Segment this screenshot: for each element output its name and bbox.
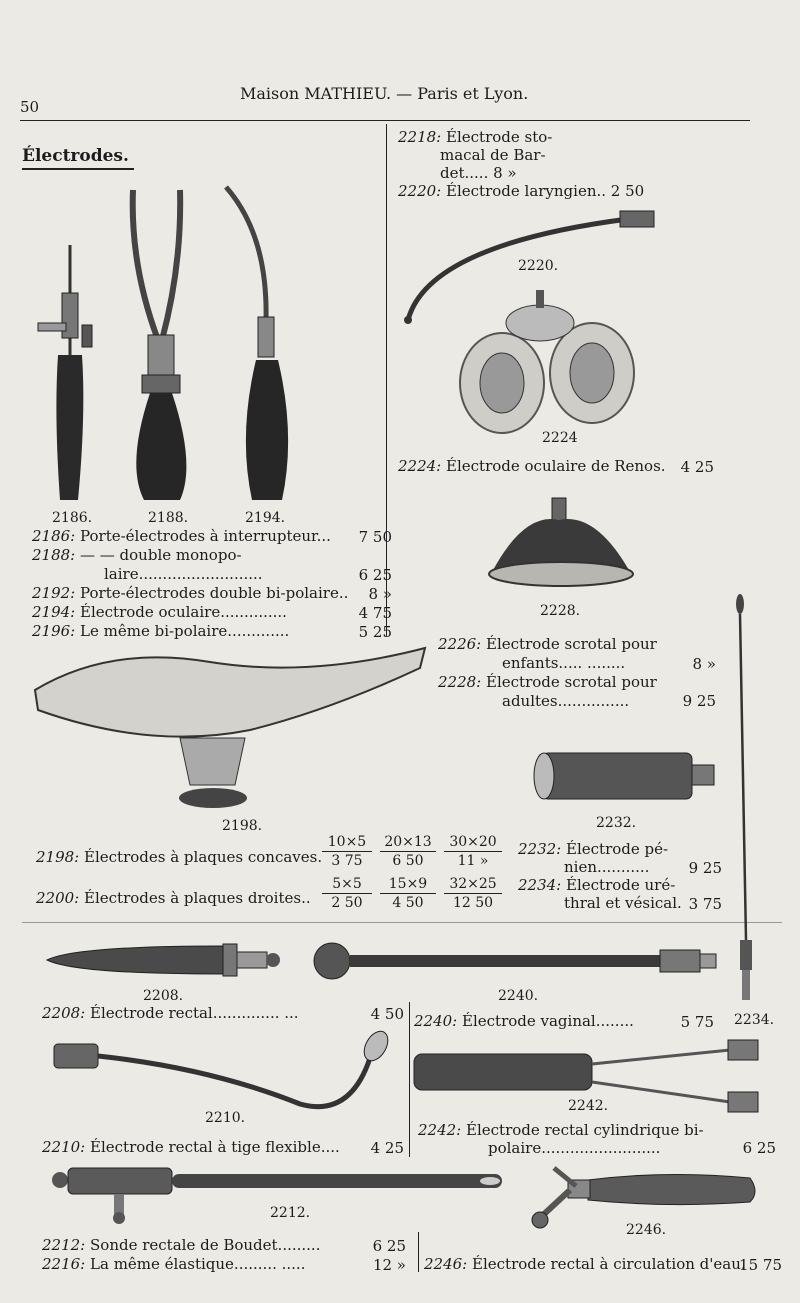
electrode-plaques-illustration bbox=[30, 640, 430, 820]
figure-label-2246: 2246. bbox=[626, 1222, 667, 1238]
column-divider-top bbox=[386, 124, 387, 636]
entry-2212-price: 6 25 bbox=[372, 1237, 406, 1255]
entry-2218-cont: macal de Bar- bbox=[440, 146, 546, 164]
electrode-oculaire-renos-illustration bbox=[452, 288, 642, 448]
entry-2242-cont: polaire......................... bbox=[488, 1139, 661, 1157]
entry-2232: 2232: Électrode pé- bbox=[518, 840, 669, 858]
entry-2218-cont: det..... 8 » bbox=[440, 164, 517, 182]
electrode-oculaire-2194-icon bbox=[226, 187, 288, 500]
figure-label-2188: 2188. bbox=[148, 510, 189, 526]
figure-label-2212: 2212. bbox=[270, 1205, 311, 1221]
list-price: 8 » bbox=[368, 585, 392, 603]
list-price: 7 50 bbox=[358, 528, 392, 546]
section-title-underline bbox=[22, 168, 134, 170]
plaque-size-price: $\frac{15\times 9}{4 50}$ bbox=[380, 876, 436, 911]
figure-label-2208: 2208. bbox=[143, 988, 184, 1004]
entry-price: 9 25 bbox=[688, 859, 722, 877]
entry-2198: 2198: Électrodes à plaques concaves. bbox=[36, 848, 323, 866]
electrode-scrotal-illustration bbox=[484, 492, 639, 592]
section-divider bbox=[22, 922, 782, 923]
figure-label-2220: 2220. bbox=[518, 258, 559, 274]
entry-2242-price: 6 25 bbox=[742, 1139, 776, 1157]
list-price: 6 25 bbox=[358, 566, 392, 584]
figure-label-2186: 2186. bbox=[52, 510, 93, 526]
entry-price: 9 25 bbox=[682, 692, 716, 710]
list-item: 2192: Porte-électrodes double bi-polaire.. bbox=[32, 584, 349, 602]
entry-2226: 2226: Électrode scrotal pour bbox=[438, 635, 657, 653]
page-header-title: Maison MATHIEU. — Paris et Lyon. bbox=[240, 84, 529, 103]
entry-2224-price: 4 25 bbox=[680, 458, 714, 476]
figure-label-2234: 2234. bbox=[734, 1012, 775, 1028]
figure-label-2228: 2228. bbox=[540, 603, 581, 619]
section-title: Électrodes. bbox=[22, 146, 129, 166]
header-rule bbox=[20, 120, 750, 121]
figure-label-2224: 2224 bbox=[542, 430, 578, 446]
entry-2220: 2220: Électrode laryngien.. 2 50 bbox=[398, 182, 645, 200]
list-item: 2186: Porte-électrodes à interrupteur... bbox=[32, 527, 331, 545]
column-divider-bottom bbox=[409, 1002, 410, 1157]
entry-2228-cont: adultes............... bbox=[502, 692, 630, 710]
entry-2226-cont: enfants..... ........ bbox=[502, 654, 626, 672]
electrode-rectal-illustration bbox=[45, 940, 285, 980]
porte-electrodes-illustration bbox=[30, 175, 300, 510]
entry-2218: 2218: Électrode sto- bbox=[398, 128, 553, 146]
entry-2234: 2234: Électrode uré- bbox=[518, 876, 676, 894]
entry-2246: 2246: Électrode rectal à circulation d'eau. bbox=[424, 1255, 746, 1273]
page-number: 50 bbox=[20, 98, 40, 116]
entry-2208: 2208: Électrode rectal.............. ... bbox=[42, 1004, 299, 1022]
list-item: 2188: — — double monopo- bbox=[32, 546, 242, 564]
list-item: laire.......................... bbox=[104, 565, 263, 583]
entry-2216-price: 12 » bbox=[372, 1256, 406, 1274]
entry-2240: 2240: Électrode vaginal........ bbox=[414, 1012, 634, 1030]
list-item: 2194: Électrode oculaire.............. bbox=[32, 603, 287, 621]
entry-2224: 2224: Électrode oculaire de Renos. bbox=[398, 457, 666, 475]
entry-2210: 2210: Électrode rectal à tige flexible.... bbox=[42, 1138, 340, 1156]
entry-2234-cont: thral et vésical. bbox=[564, 894, 682, 912]
plaque-size-price: $\frac{32\times 25}{12 50}$ bbox=[444, 876, 502, 911]
figure-label-2198: 2198. bbox=[222, 818, 263, 834]
entry-2246-price: 15 75 bbox=[739, 1256, 782, 1274]
plaque-size-price: $\frac{30\times 20}{11 »}$ bbox=[444, 834, 502, 869]
entry-2242: 2242: Électrode rectal cylindrique bi- bbox=[418, 1121, 704, 1139]
plaque-size-price: $\frac{5\times 5}{2 50}$ bbox=[322, 876, 372, 911]
entry-2216: 2216: La même élastique......... ..... bbox=[42, 1255, 306, 1273]
entry-2232-cont: nien........... bbox=[564, 858, 650, 876]
plaque-size-price: $\frac{20\times 13}{6 50}$ bbox=[380, 834, 436, 869]
plaque-size-price: $\frac{10\times 5}{3 75}$ bbox=[322, 834, 372, 869]
porte-electrode-2188-icon bbox=[133, 190, 187, 500]
entry-2210-price: 4 25 bbox=[370, 1139, 404, 1157]
figure-label-2210: 2210. bbox=[205, 1110, 246, 1126]
list-price: 5 25 bbox=[358, 623, 392, 641]
entry-2208-price: 4 50 bbox=[370, 1005, 404, 1023]
figure-label-2242: 2242. bbox=[568, 1098, 609, 1114]
entry-price: 8 » bbox=[692, 655, 716, 673]
porte-electrode-2186-icon bbox=[38, 245, 92, 500]
column-divider-footer bbox=[418, 1232, 419, 1272]
list-price: 4 75 bbox=[358, 604, 392, 622]
electrode-urethral-illustration bbox=[728, 590, 758, 1010]
entry-price: 3 75 bbox=[688, 895, 722, 913]
list-item: 2196: Le même bi-polaire............. bbox=[32, 622, 290, 640]
entry-2212: 2212: Sonde rectale de Boudet......... bbox=[42, 1236, 321, 1254]
figure-label-2194: 2194. bbox=[245, 510, 286, 526]
entry-2228: 2228: Électrode scrotal pour bbox=[438, 673, 657, 691]
entry-2200: 2200: Électrodes à plaques droites.. bbox=[36, 889, 311, 907]
figure-label-2232: 2232. bbox=[596, 815, 637, 831]
entry-2240-price: 5 75 bbox=[680, 1013, 714, 1031]
electrode-vaginal-illustration bbox=[312, 940, 722, 982]
figure-label-2240: 2240. bbox=[498, 988, 539, 1004]
electrode-rectal-flexible-illustration bbox=[50, 1028, 395, 1118]
electrode-penien-illustration bbox=[530, 745, 720, 807]
